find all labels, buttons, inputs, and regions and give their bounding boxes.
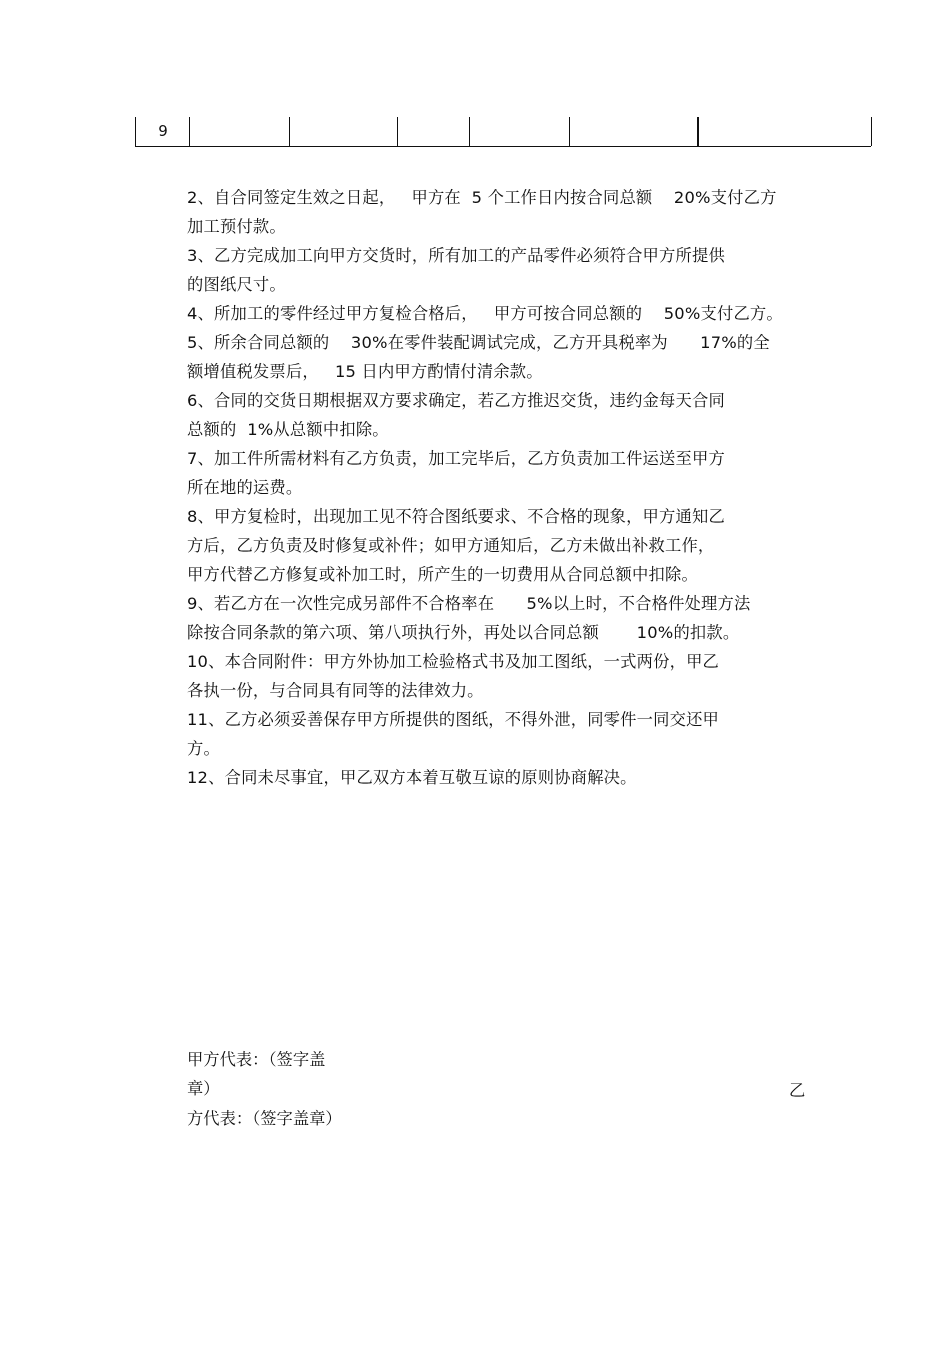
party-b-signature-label: 乙 [789,1081,806,1100]
table-cell-number [135,117,190,146]
table-cell [397,117,470,146]
party-a-signature-label-cont: 章） [187,1079,220,1098]
clause-line: 4、所加工的零件经过甲方复检合格后， 甲方可按合同总额的 50%支付乙方。 [187,304,783,323]
table-cell [697,117,872,146]
clause-line: 额增值税发票后， 15 日内甲方酌情付清余款。 [187,362,543,381]
clause-line: 12、合同未尽事宜，甲乙双方本着互敬互谅的原则协商解决。 [187,768,637,787]
clause-line: 9、若乙方在一次性完成另部件不合格率在 5%以上时，不合格件处理方法 [187,594,751,613]
clause-line: 总额的 1%从总额中扣除。 [187,420,389,439]
table-row [135,117,871,147]
clause-line: 10、本合同附件：甲方外协加工检验格式书及加工图纸，一式两份，甲乙 [187,652,720,671]
table-cell [569,117,698,146]
party-b-signature-label-cont: 方代表：（签字盖章） [187,1109,342,1128]
table-cell [189,117,290,146]
clause-line: 2、自合同签定生效之日起， 甲方在 5 个工作日内按合同总额 20%支付乙方 [187,188,777,207]
clause-line: 6、合同的交货日期根据双方要求确定，若乙方推迟交货，违约金每天合同 [187,391,725,410]
contract-clauses [187,183,827,792]
clause-line: 加工预付款。 [187,217,286,236]
clause-line: 甲方代替乙方修复或补加工时，所产生的一切费用从合同总额中扣除。 [187,565,698,584]
clause-line: 7、加工件所需材料有乙方负责，加工完毕后，乙方负责加工件运送至甲方 [187,449,725,468]
clause-line: 3、乙方完成加工向甲方交货时，所有加工的产品零件必须符合甲方所提供 [187,246,725,265]
table-cell [289,117,398,146]
clause-line: 所在地的运费。 [187,478,303,497]
clause-line: 方。 [187,739,220,758]
clause-line: 各执一份，与合同具有同等的法律效力。 [187,681,484,700]
clause-line: 方后，乙方负责及时修复或补件；如甲方通知后，乙方未做出补救工作， [187,536,715,555]
clause-line: 除按合同条款的第六项、第八项执行外，再处以合同总额 10%的扣款。 [187,623,740,642]
row-number: 9 [158,122,168,140]
clause-line: 8、甲方复检时，出现加工见不符合图纸要求、不合格的现象，甲方通知乙 [187,507,725,526]
clause-line: 11、乙方必须妥善保存甲方所提供的图纸，不得外泄，同零件一同交还甲 [187,710,720,729]
party-a-signature-label: 甲方代表：（签字盖 [187,1050,326,1069]
clause-line: 5、所余合同总额的 30%在零件装配调试完成，乙方开具税率为 17%的全 [187,333,770,352]
clause-line: 的图纸尺寸。 [187,275,286,294]
table-cell [469,117,570,146]
